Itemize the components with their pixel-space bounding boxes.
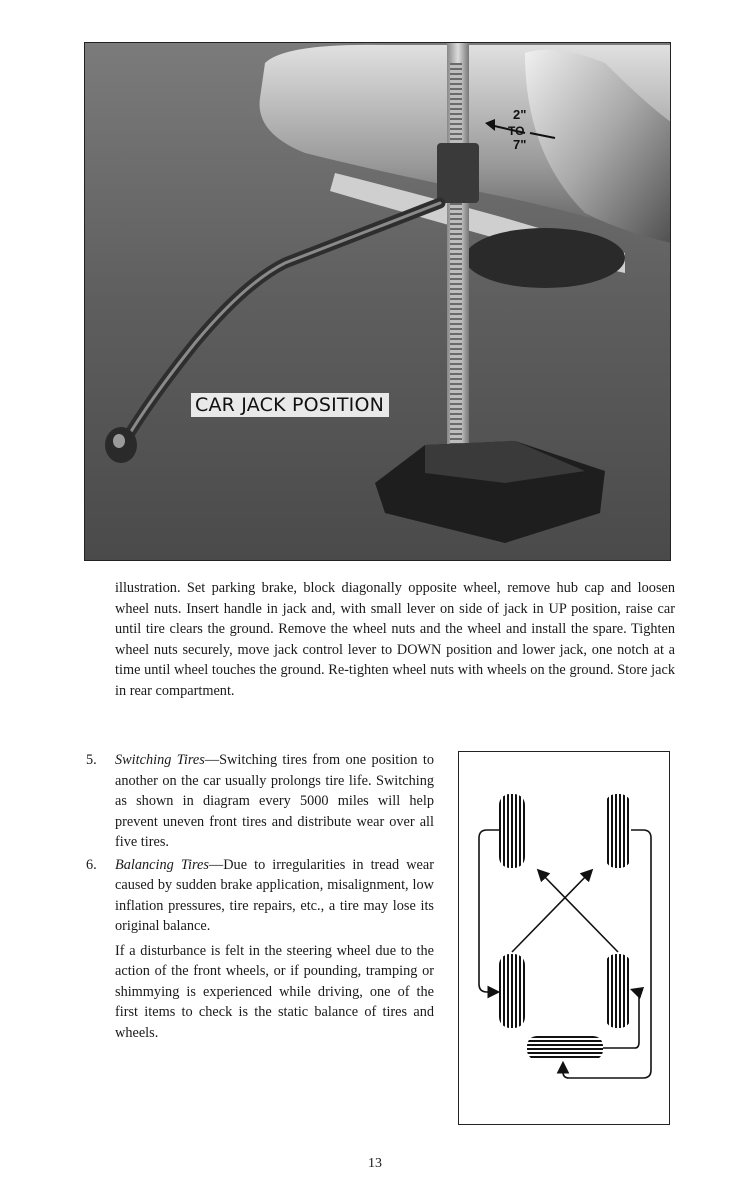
item-switching-tires (86, 750, 434, 853)
dimension-mid: TO (508, 124, 525, 138)
item-body: —Switching tires from one position to another on the car usually prolongs tire life. Switching as shown in diagram every 5000 miles will help prevent uneven front tires and distribute wear over all five tires. (115, 752, 434, 850)
tire-shadow (465, 228, 625, 288)
tire-right-front (605, 794, 631, 868)
page-number: 13 (368, 1156, 382, 1171)
dimension-bottom: 7" (513, 137, 527, 152)
tire-spare (527, 1036, 603, 1060)
tire-left-rear (499, 954, 525, 1028)
jack-carriage (437, 143, 479, 203)
jack-ratchet (450, 63, 462, 463)
item-body: —Due to irregularities in tread wear caused by sudden brake application, misalignment, low inflation pressures, tire repairs, etc., a tire may lose its original balance. (115, 856, 435, 934)
numbered-items (86, 750, 434, 1043)
item-title: Balancing Tires (115, 856, 209, 873)
photo-caption: CAR JACK POSITION (191, 393, 389, 417)
tire-right-rear (605, 954, 631, 1028)
arrow-left-front-to-left-rear (479, 830, 499, 992)
car-jack-illustration (85, 43, 671, 561)
dimension-top: 2" (513, 107, 527, 122)
tire-left-front (499, 794, 525, 868)
item-extra-paragraph: If a disturbance is felt in the steering wheel due to the action of the front wheels, or if pounding, tramping or shimmying is experienced while driving, one of the first items to check is the static balance of tires and wheels. (115, 942, 434, 1041)
intro-paragraph: illustration. Set parking brake, block diagonally opposite wheel, remove hub cap and loosen wheel nuts. Insert handle in jack and, with small lever on side of jack in UP position, raise car until tire clears the ground. Remove the wheel nuts and the wheel and install the spare. Tighten wheel nuts securely, move jack control lever to DOWN position and lower jack, one notch at a time until wheel touches the ground. Re-tighten wheel nuts with wheels on the ground. Store jack in rear compartment. (115, 580, 675, 699)
item-number: 5. (86, 752, 97, 768)
item-balancing-tires (86, 855, 434, 937)
tire-rotation-illustration (459, 752, 669, 1124)
car-jack-photo (84, 42, 671, 561)
item-number: 6. (86, 856, 97, 873)
tire-rotation-diagram (458, 751, 670, 1125)
item-title: Switching Tires (115, 752, 205, 768)
